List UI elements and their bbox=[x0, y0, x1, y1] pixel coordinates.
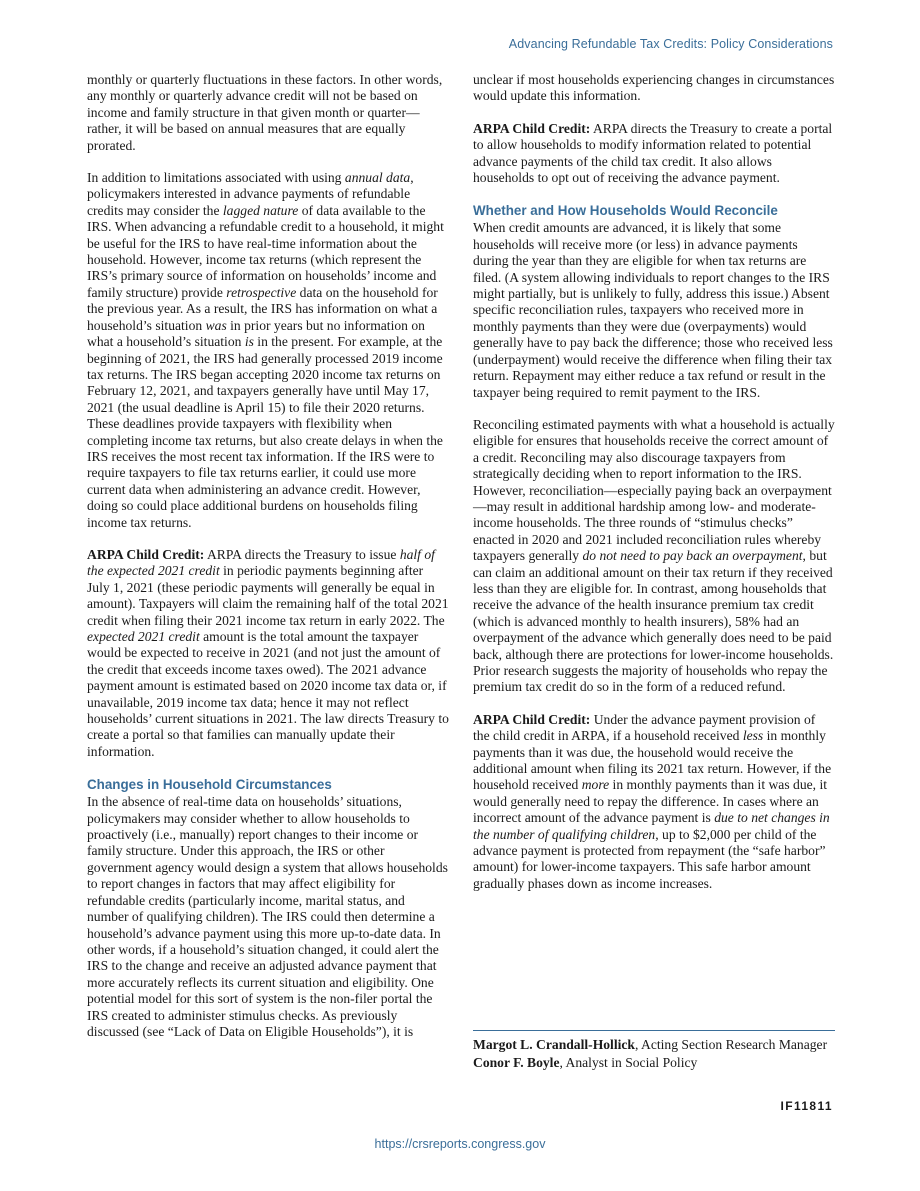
paragraph: Reconciling estimated payments with what a household is actually eligible for ensures that households receive the correct amount of a credit. Reconciling may also discourage taxpayers from strategically deciding when to report information to the IRS. However, reconciliation—especially paying back an overpayment—may result in additional hardship among low- and moderate-income households. The three rounds of “stimulus checks” enacted in 2020 and 2021 included reconciliation rules whereby taxpayers generally do not need to pay back an overpayment, but can claim an additional amount on their tax return if they received less than they are eligible for. In contrast, among households that receive the advance of the health insurance premium tax credit (which is advanced monthly to health insurers), 58% had an overpayment of the advance which generally does need to be paid back, although there are protections for lower-income households. Prior research suggests the majority of households who repay the premium tax credit do so in the form of a reduced refund. bbox=[473, 416, 835, 695]
paragraph: When credit amounts are advanced, it is likely that some households will receive more (or less) in advance payments during the year than they are eligible for when tax returns are filed. (A system allowing individuals to report changes to the IRS might partially, but is unlikely to fully, address this issue.) Absent specific reconciliation rules, taxpayers who received more in monthly payments than they were due (overpayments) would generally have to pay back the difference; those who received less (underpayment) would receive the difference when filing their tax return. Repayment may either reduce a tax refund or result in the taxpayer being required to remit payment to the IRS. bbox=[473, 220, 833, 400]
paragraph: unclear if most households experiencing changes in circumstances would update this information. bbox=[473, 72, 835, 104]
document-id: IF11811 bbox=[780, 1099, 833, 1113]
author-line: Margot L. Crandall-Hollick, Acting Section Research Manager bbox=[473, 1037, 828, 1052]
section-heading: Changes in Household Circumstances bbox=[87, 777, 332, 793]
author-divider bbox=[473, 1030, 835, 1031]
paragraph: In addition to limitations associated with using annual data, policymakers interested in advance payments of refundable credits may consider the lagged nature of data available to the IRS. When advancing a refundable credit to a household, it might be useful for the IRS to have real-time information about the household. However, income tax returns (which represent the IRS’s primary source of information on households’ income and family structure) provide retrospective data on the household for the previous year. As a result, the IRS has information on what a household’s situation was in prior years but no information on what a household’s situation is in the present. For example, at the beginning of 2021, the IRS had generally processed 2019 income tax returns. The IRS began accepting 2020 income tax returns on February 12, 2021, and taxpayers generally have until May 17, 2021 (the usual deadline is April 15) to file their 2020 returns. These deadlines provide taxpayers with flexibility when completing income tax returns, but also create delays in when the IRS receives the most recent tax information. If the IRS were to require taxpayers to file tax returns earlier, it could use more current data when administering an advance credit. However, doing so could place additional burdens on households filing income tax returns. bbox=[87, 170, 444, 530]
footer-link[interactable]: https://crsreports.congress.gov bbox=[374, 1137, 546, 1151]
paragraph-lead: ARPA Child Credit: bbox=[473, 120, 591, 136]
author-block bbox=[473, 1036, 835, 1071]
paragraph-lead: ARPA Child Credit: bbox=[473, 711, 591, 727]
left-column bbox=[87, 72, 449, 1040]
section-heading: Whether and How Households Would Reconcile bbox=[473, 203, 778, 219]
author-line: Conor F. Boyle, Analyst in Social Policy bbox=[473, 1054, 698, 1070]
paragraph: ARPA Child Credit: Under the advance payment provision of the child credit in ARPA, if a household received less in monthly payments than it was due, the household would receive the additional amount when filing its 2021 tax return. However, if the household received more in monthly payments than it was due, it would generally need to repay the difference. In cases where an incorrect amount of the advance payment is due to net changes in the number of qualifying children, up to $2,000 per child of the advance payment is protected from repayment (the “safe harbor” amount) for lower-income taxpayers. This safe harbor amount gradually phases down as income increases. bbox=[473, 711, 832, 891]
right-column bbox=[473, 72, 835, 892]
paragraph: In the absence of real-time data on households’ situations, policymakers may consider whether to allow households to proactively (i.e., manually) report changes to their income or family structure. Under this approach, the IRS or other government agency would design a system that allows households to report changes in factors that may affect eligibility for refundable credits (particularly income, marital status, and number of qualifying children). The IRS could then determine a household’s advance payment using this more up-to-date data. In other words, if a household’s situation changed, it could alert the IRS to the change and receive an adjusted advance payment that more accurately reflects its current situation and eligibility. One potential model for this sort of system is the non-filer portal the IRS created to administer stimulus checks. As previously discussed (see “Lack of Data on Eligible Households”), it is bbox=[87, 794, 448, 1039]
paragraph-lead: ARPA Child Credit: bbox=[87, 546, 205, 562]
paragraph: ARPA Child Credit: ARPA directs the Treasury to issue half of the expected 2021 credit in periodic payments beginning after July 1, 2021 (these periodic payments will generally be equal in amount). Taxpayers will claim the remaining half of the total 2021 credit when filing their 2021 income tax return in early 2022. The expected 2021 credit amount is the total amount the taxpayer would be expected to receive in 2021 (and not just the amount of the credit that exceeds income taxes owed). The 2021 advance payment amount is estimated based on 2020 income tax data or, if unavailable, 2019 income tax data; hence it may not reflect households’ current situations in 2021. The law directs Treasury to create a portal so that families can manually update their information. bbox=[87, 546, 449, 759]
paragraph: monthly or quarterly fluctuations in these factors. In other words, any monthly or quarterly advance credit will not be based on income and family structure in that given month or quarter—rather, it will be based on annual measures that are equally prorated. bbox=[87, 72, 443, 153]
paragraph: ARPA Child Credit: ARPA directs the Treasury to create a portal to allow households to modify information related to potential advance payments of the child tax credit. It also allows households to opt out of receiving the advance payment. bbox=[473, 120, 833, 186]
running-header-title: Advancing Refundable Tax Credits: Policy Considerations bbox=[508, 37, 833, 51]
